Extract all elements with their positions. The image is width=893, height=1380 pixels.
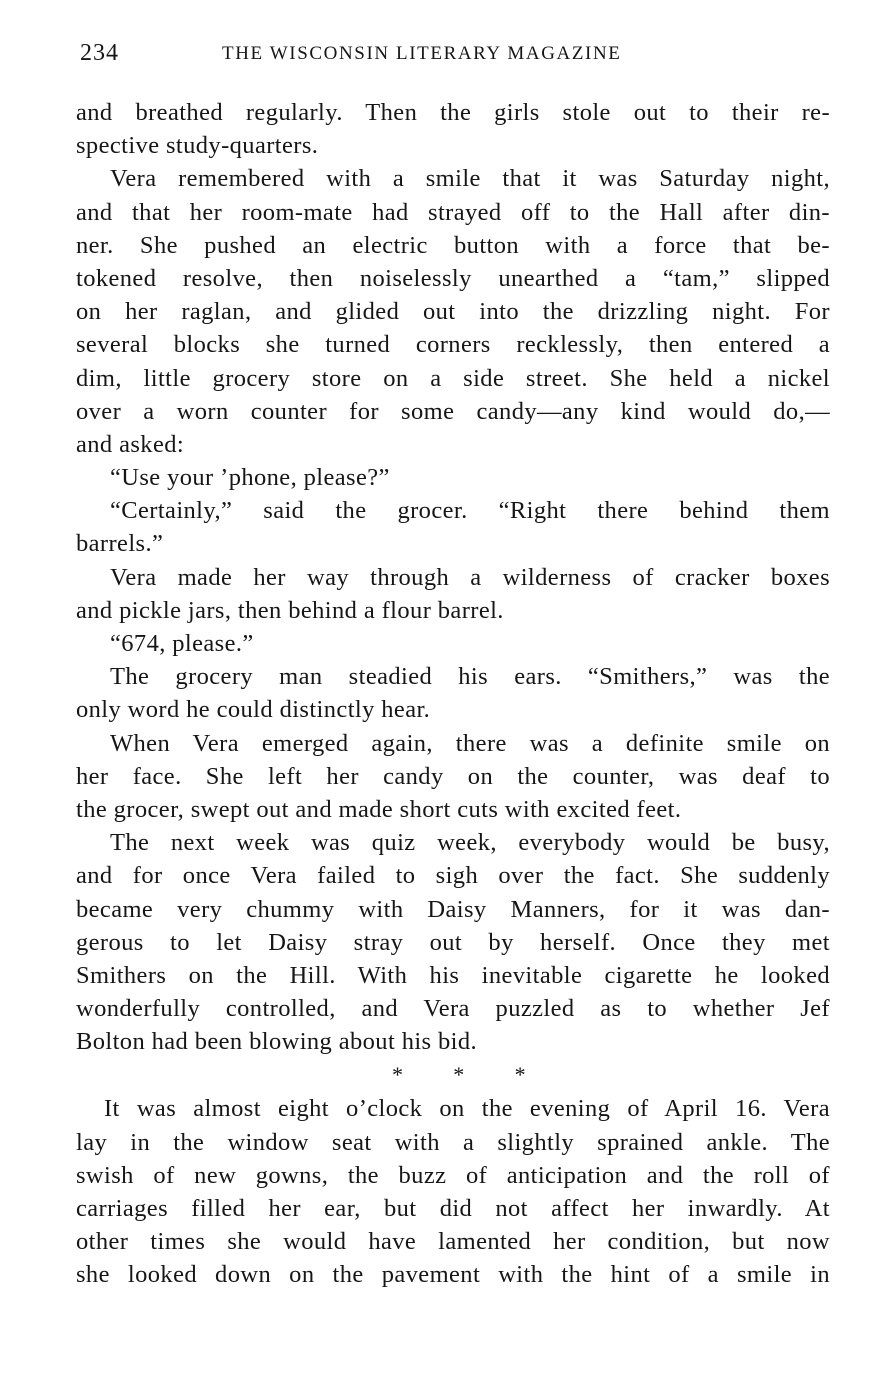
text-line: swish of new gowns, the buzz of anticipation and the roll of (76, 1161, 830, 1189)
text-line: carriages filled her ear, but did not affect her inwardly. At (76, 1195, 830, 1222)
text-line: tokened resolve, then noiselessly unearthed a “tam,” slipped (76, 264, 830, 292)
text-line: lay in the window seat with a slightly sprained ankle. The (76, 1128, 830, 1156)
text-line: over a worn counter for some candy—any kind would do,— (76, 397, 830, 425)
text-line: Smithers on the Hill. With his inevitable cigarette he looked (76, 961, 830, 989)
text-line: “Use your ’phone, please?” (110, 464, 390, 492)
text-line: When Vera emerged again, there was a definite smile on (110, 729, 830, 757)
text-line: her face. She left her candy on the counter, was deaf to (76, 762, 830, 790)
text-line: other times she would have lamented her condition, but now (76, 1228, 830, 1256)
text-line: wonderfully controlled, and Vera puzzled as to whether Jef (76, 995, 830, 1023)
text-line: and asked: (76, 430, 185, 458)
text-line: only word he could distinctly hear. (76, 696, 431, 724)
text-line: ner. She pushed an electric button with a force that be- (76, 231, 830, 259)
text-line: “Certainly,” said the grocer. “Right there behind them (110, 497, 830, 525)
text-line: and for once Vera failed to sigh over the fact. She suddenly (76, 862, 830, 890)
text-line: dim, little grocery store on a side street. She held a nickel (76, 364, 830, 392)
text-line: “674, please.” (110, 630, 254, 657)
text-line: Bolton had been blowing about his bid. (76, 1028, 478, 1056)
text-line: on her raglan, and glided out into the drizzling night. For (76, 298, 830, 326)
text-line: several blocks she turned corners recklessly, then entered a (76, 331, 830, 359)
body-text (76, 96, 830, 1292)
text-line: and pickle jars, then behind a flour barrel. (76, 596, 504, 624)
page-header (80, 40, 820, 72)
text-line: It was almost eight o’clock on the evening of April 16. Vera (104, 1095, 830, 1123)
text-line: gerous to let Daisy stray out by herself. Once they met (76, 928, 830, 956)
text-line: the grocer, swept out and made short cuts with excited feet. (76, 795, 682, 823)
text-line: she looked down on the pavement with the hint of a smile in (76, 1261, 830, 1289)
text-line: and that her room-mate had strayed off to the Hall after din- (76, 198, 830, 226)
text-line: spective study-quarters. (76, 132, 319, 160)
text-line: The grocery man steadied his ears. “Smithers,” was the (110, 663, 830, 691)
text-line: barrels.” (76, 530, 164, 558)
section-break: * * * (392, 1062, 526, 1088)
page-number: 234 (80, 40, 119, 66)
running-title: THE WISCONSIN LITERARY MAGAZINE (222, 43, 622, 64)
text-line: became very chummy with Daisy Manners, for it was dan- (76, 895, 830, 923)
text-line: Vera remembered with a smile that it was Saturday night, (110, 165, 830, 193)
text-line: Vera made her way through a wilderness of cracker boxes (110, 563, 830, 591)
text-line: and breathed regularly. Then the girls stole out to their re- (76, 99, 830, 126)
text-line: The next week was quiz week, everybody would be busy, (110, 829, 830, 857)
